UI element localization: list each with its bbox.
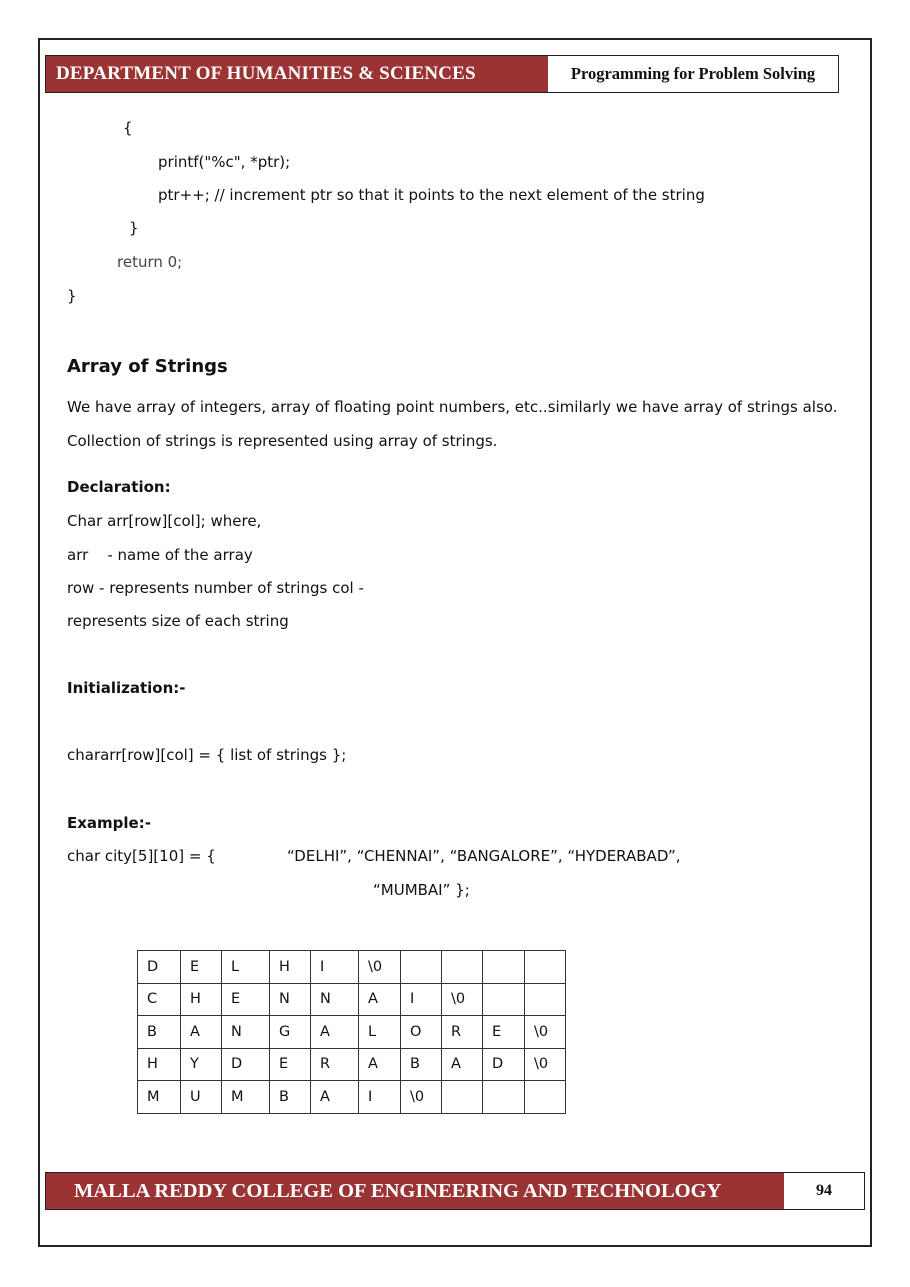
table-cell: I [359, 1081, 401, 1114]
table-cell [442, 951, 483, 984]
intro-paragraph-line-2: Collection of strings is represented using array of strings. [67, 432, 498, 450]
table-cell: E [483, 1016, 525, 1049]
table-cell: A [359, 1048, 401, 1081]
table-cell: E [181, 951, 222, 984]
table-cell: A [181, 1016, 222, 1049]
table-cell: A [442, 1048, 483, 1081]
department-title: DEPARTMENT OF HUMANITIES & SCIENCES [46, 56, 548, 92]
table-cell: L [222, 951, 270, 984]
table-cell: M [138, 1081, 181, 1114]
declaration-label: Declaration: [67, 478, 171, 496]
table-cell: N [222, 1016, 270, 1049]
code-increment-line: ptr++; // increment ptr so that it points to the next element of the string [158, 186, 705, 204]
table-cell: M [222, 1081, 270, 1114]
table-cell: E [222, 983, 270, 1016]
table-cell: R [442, 1016, 483, 1049]
declaration-line-4: represents size of each string [67, 612, 289, 630]
code-return-line: return 0; [117, 253, 183, 271]
table-cell: H [138, 1048, 181, 1081]
example-label: Example:- [67, 814, 151, 832]
table-cell [401, 951, 442, 984]
table-cell: L [359, 1016, 401, 1049]
table-cell: \0 [401, 1081, 442, 1114]
table-cell [525, 951, 566, 984]
table-cell [483, 983, 525, 1016]
table-cell: B [270, 1081, 311, 1114]
table-cell [483, 1081, 525, 1114]
table-cell: B [401, 1048, 442, 1081]
table-cell: I [311, 951, 359, 984]
table-cell: D [483, 1048, 525, 1081]
table-cell: H [270, 951, 311, 984]
declaration-line-2: arr - name of the array [67, 546, 253, 564]
table-cell: \0 [359, 951, 401, 984]
page-number: 94 [816, 1182, 832, 1199]
table-cell [483, 951, 525, 984]
table-cell: D [138, 951, 181, 984]
table-cell: \0 [525, 1016, 566, 1049]
string-array-table [137, 950, 566, 1114]
table-cell: O [401, 1016, 442, 1049]
declaration-line-1: Char arr[row][col]; where, [67, 512, 262, 530]
table-cell: H [181, 983, 222, 1016]
course-title: Programming for Problem Solving [570, 64, 816, 83]
table-cell: A [311, 1081, 359, 1114]
declaration-line-3: row - represents number of strings col - [67, 579, 364, 597]
example-line-1-left: char city[5][10] = { [67, 847, 216, 865]
table-cell: U [181, 1081, 222, 1114]
table-row [138, 1048, 566, 1081]
table-cell: A [311, 1016, 359, 1049]
table-cell: \0 [525, 1048, 566, 1081]
table-cell: I [401, 983, 442, 1016]
code-close-brace-outer: } [67, 287, 77, 305]
example-line-1-right: “DELHI”, “CHENNAI”, “BANGALORE”, “HYDERABAD”, [287, 847, 681, 865]
table-cell: G [270, 1016, 311, 1049]
example-line-2: “MUMBAI” }; [373, 881, 470, 899]
code-printf-line: printf("%c", *ptr); [158, 153, 291, 171]
table-cell: A [359, 983, 401, 1016]
table-row [138, 951, 566, 984]
college-name: MALLA REDDY COLLEGE OF ENGINEERING AND TECHNOLOGY [46, 1173, 784, 1209]
table-cell [442, 1081, 483, 1114]
table-row [138, 1016, 566, 1049]
code-open-brace: { [123, 119, 133, 137]
section-heading: Array of Strings [67, 356, 228, 377]
table-cell: R [311, 1048, 359, 1081]
code-close-brace-inner: } [129, 219, 139, 237]
initialization-line: chararr[row][col] = { list of strings }; [67, 746, 347, 764]
table-cell: B [138, 1016, 181, 1049]
table-cell [525, 983, 566, 1016]
table-cell: C [138, 983, 181, 1016]
table-cell: N [311, 983, 359, 1016]
initialization-label: Initialization:- [67, 679, 186, 697]
table-cell: E [270, 1048, 311, 1081]
table-cell: D [222, 1048, 270, 1081]
table-cell [525, 1081, 566, 1114]
table-row [138, 983, 566, 1016]
page-header [45, 55, 839, 93]
table-cell: \0 [442, 983, 483, 1016]
table-cell: N [270, 983, 311, 1016]
table-cell: Y [181, 1048, 222, 1081]
intro-paragraph-line-1: We have array of integers, array of floating point numbers, etc..similarly we have array of strings also. [67, 398, 838, 416]
page-footer [45, 1172, 865, 1210]
table-row [138, 1081, 566, 1114]
